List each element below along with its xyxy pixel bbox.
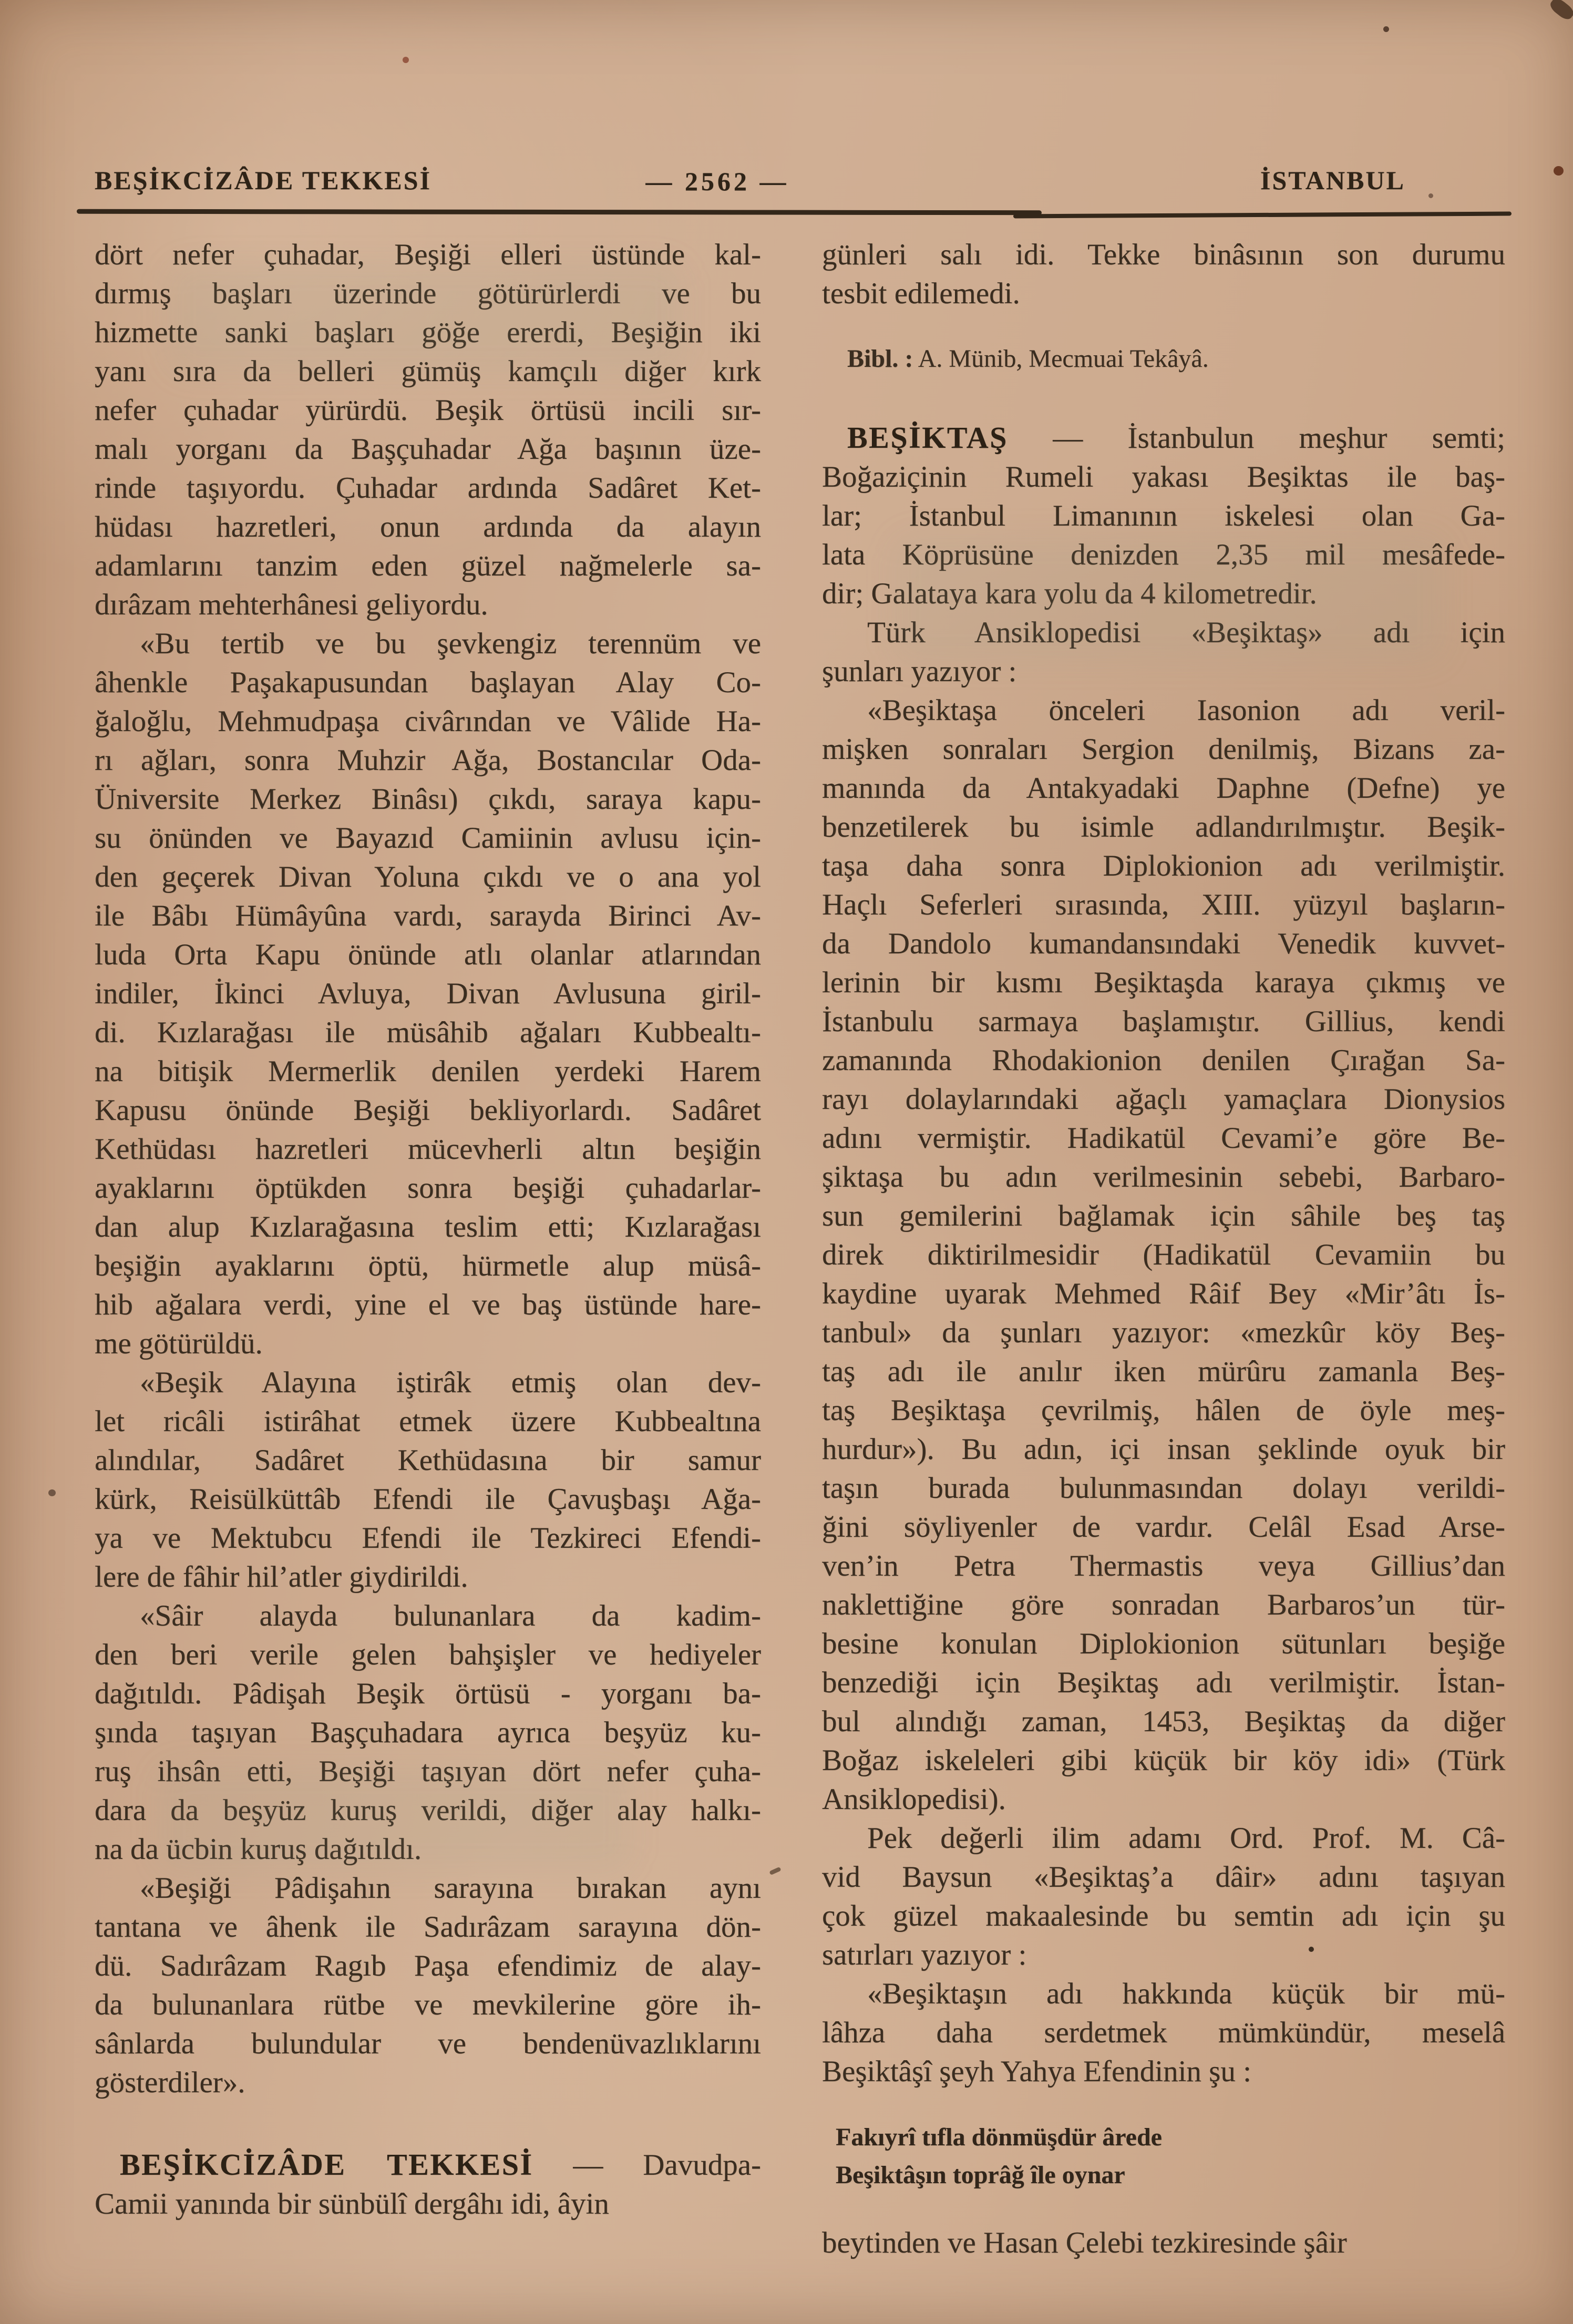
text-line: BEŞİKTAŞ — İstanbulun meşhur semti; bbox=[847, 420, 1505, 455]
text-line: dir; Galataya kara yolu da 4 kilometredir. bbox=[822, 577, 1317, 610]
text-line: Fakıyrî tıfla dönmüşdür ârede bbox=[836, 2123, 1162, 2151]
text-line: Boğaziçinin Rumeli yakası Beşiktas ile baş- bbox=[822, 460, 1505, 493]
body-paragraph bbox=[822, 691, 1505, 1819]
text-line: Bibl. : A. Münib, Mecmuai Tekâyâ. bbox=[847, 345, 1209, 373]
text-line: hib ağalara verdi, yine el ve baş üstünde hare- bbox=[95, 1288, 761, 1321]
divider-rule bbox=[77, 209, 1042, 215]
text-line: mişken sonraları Sergion denilmiş, Bizans za- bbox=[822, 733, 1505, 766]
text-line: «Sâir alayda bulunanlara da kadim- bbox=[140, 1599, 761, 1632]
text-line: besine konulan Diplokionion sütunları beşiğe bbox=[822, 1627, 1505, 1660]
running-head-place: İSTANBUL bbox=[1260, 166, 1405, 195]
text-line: Camii yanında bir sünbülî dergâhı idi, âyin bbox=[95, 2187, 609, 2220]
body-paragraph bbox=[822, 1819, 1505, 1975]
text-line: şiktaşa bu adın verilmesinin sebebi, Barbaro- bbox=[822, 1160, 1505, 1194]
entry-term: BEŞİKCİZÂDE TEKKESİ bbox=[120, 2147, 533, 2182]
text-line: Beşiktâşî şeyh Yahya Efendinin şu : bbox=[822, 2055, 1251, 2088]
text-line: dağıtıldı. Pâdişah Beşik örtüsü - yorganı ba- bbox=[95, 1677, 761, 1710]
text-line: alındılar, Sadâret Kethüdasına bir samur bbox=[95, 1444, 761, 1477]
text-line: yanı sıra da belleri gümüş kamçılı diğer kırk bbox=[95, 355, 761, 388]
text-line: let ricâli istirâhat etmek üzere Kubbealtına bbox=[95, 1405, 761, 1438]
text-line: Haçlı Seferleri sırasında, XIII. yüzyıl başların- bbox=[822, 888, 1505, 921]
text-line: «Beşiktaşa önceleri Iasonion adı veril- bbox=[867, 694, 1505, 727]
text-line: Pek değerli ilim adamı Ord. Prof. M. Câ- bbox=[867, 1822, 1505, 1855]
text-line: da Dandolo kumandansındaki Venedik kuvvet- bbox=[822, 927, 1505, 960]
entry-term: BEŞİKTAŞ bbox=[847, 420, 1008, 455]
paper-speck bbox=[403, 57, 409, 63]
text-line: adamlarını tanzim eden güzel nağmelerle sa- bbox=[95, 549, 761, 582]
body-paragraph bbox=[822, 2224, 1505, 2263]
text-line: Türk Ansiklopedisi «Beşiktaş» adı için bbox=[867, 616, 1505, 649]
text-line: dört nefer çuhadar, Beşiği elleri üstünde kal- bbox=[95, 238, 761, 271]
text-line: den geçerek Divan Yoluna çıkdı ve o ana yol bbox=[95, 860, 761, 893]
text-line: tesbit edilemedi. bbox=[822, 277, 1020, 310]
body-paragraph bbox=[822, 1975, 1505, 2091]
text-line: taşın burada bulunmasından dolayı verildi- bbox=[822, 1472, 1505, 1505]
body-paragraph bbox=[95, 1363, 761, 1597]
text-line: indiler, İkinci Avluya, Divan Avlusuna giril- bbox=[95, 977, 761, 1010]
text-line: lar; İstanbul Limanının iskelesi olan Ga- bbox=[822, 499, 1505, 532]
text-line: Kapusu önünde Beşiği bekliyorlardı. Sadâret bbox=[95, 1094, 761, 1127]
text-line: taş adı ile anılır iken mürûru zamanla Beş- bbox=[822, 1355, 1505, 1388]
text-line: İstanbulu sarmaya başlamıştır. Gillius, kendi bbox=[822, 1005, 1505, 1038]
text-line: lata Köprüsüne denizden 2,35 mil mesâfede- bbox=[822, 538, 1505, 571]
text-line: vid Baysun «Beşiktaş’a dâir» adını taşıyan bbox=[822, 1860, 1505, 1894]
column-left bbox=[95, 235, 761, 2263]
text-line: Beşiktâşın toprâğ île oynar bbox=[836, 2161, 1125, 2189]
text-line: da bulunanlara rütbe ve mevkilerine göre ih- bbox=[95, 1988, 761, 2021]
paper-speck bbox=[1428, 193, 1433, 198]
show-through-ghost bbox=[158, 1766, 631, 1871]
text-line: benzetilerek bu isimle adlandırılmıştır. Beşik- bbox=[822, 810, 1505, 844]
text-line: lerinin bir kısmı Beşiktaşda karaya çıkmış ve bbox=[822, 966, 1505, 999]
text-line: dü. Sadırâzam Ragıb Paşa efendimiz de alay- bbox=[95, 1949, 761, 1982]
text-line: bul alındığı zaman, 1453, Beşiktaş da diğer bbox=[822, 1705, 1505, 1738]
text-line: şunları yazıyor : bbox=[822, 655, 1017, 688]
text-line: Üniversite Merkez Binâsı) çıkdı, saraya kapu- bbox=[95, 783, 761, 816]
paper-speck bbox=[1554, 166, 1564, 176]
page-number: — 2562 — bbox=[645, 167, 789, 196]
text-line: benzediği için Beşiktaş adı verilmiştir. İstan- bbox=[822, 1666, 1505, 1699]
paper-speck bbox=[1309, 1947, 1314, 1952]
text-line: ayaklarını öptükden sonra beşiği çuhadarlar- bbox=[95, 1171, 761, 1205]
text-line: dan alup Kızlarağasına teslim etti; Kızlarağası bbox=[95, 1210, 761, 1243]
text-line: luda Orta Kapu önünde atlı olanlar atlarından bbox=[95, 938, 761, 971]
show-through-ghost bbox=[893, 536, 1445, 662]
text-line: zamanında Rhodakionion denilen Çırağan Sa- bbox=[822, 1044, 1505, 1077]
text-line: «Beşik Alayına iştirâk etmiş olan dev- bbox=[140, 1366, 761, 1399]
text-line: Boğaz iskeleleri gibi küçük bir köy idi» (Türk bbox=[822, 1744, 1505, 1777]
text-line: ile Bâbı Hümâyûna vardı, sarayda Birinci Av- bbox=[95, 899, 761, 932]
text-line: ğaloğlu, Mehmudpaşa civârından ve Vâlide Ha- bbox=[95, 705, 761, 738]
show-through-ghost bbox=[168, 263, 683, 373]
text-line: kürk, Reisülküttâb Efendi ile Çavuşbaşı Ağa- bbox=[95, 1483, 761, 1516]
entry-paragraph bbox=[95, 2145, 761, 2224]
text-line: di. Kızlarağası ile müsâhib ağaları Kubbealtı- bbox=[95, 1016, 761, 1049]
text-line: taş Beşiktaşa çevrilmiş, hâlen de öyle meş- bbox=[822, 1394, 1505, 1427]
divider-rule-right bbox=[1013, 212, 1512, 219]
text-line: gösterdiler». bbox=[95, 2066, 245, 2099]
paper-speck bbox=[48, 1489, 56, 1496]
text-line: ya ve Mektubcu Efendi ile Tezkireci Efendi- bbox=[95, 1521, 761, 1555]
text-line: dırmış başları üzerinde götürürlerdi ve bu bbox=[95, 277, 761, 310]
text-line: lere de fâhir hil’atler giydirildi. bbox=[95, 1560, 468, 1593]
text-line: lâhza daha serdetmek mümkündür, meselâ bbox=[822, 2016, 1505, 2049]
text-line: su önünden ve Bayazıd Camiinin avlusu için- bbox=[95, 821, 761, 855]
text-line: manında da Antakyadaki Daphne (Defne) ye bbox=[822, 772, 1505, 805]
text-line: rinde taşıyordu. Çuhadar ardında Sadâret Ket- bbox=[95, 471, 761, 505]
text-line: sânlarda bulundular ve bendenüvazlıklarını bbox=[95, 2027, 761, 2060]
text-line: şında taşıyan Başçuhadara ayrıca beşyüz ku- bbox=[95, 1716, 761, 1749]
text-line: «Beşiktaşın adı hakkında küçük bir mü- bbox=[867, 1977, 1505, 2010]
text-line: çok güzel makaalesinde bu semtin adı için şu bbox=[822, 1899, 1505, 1932]
text-line: dırâzam mehterhânesi geliyordu. bbox=[95, 588, 488, 621]
running-head-entry: BEŞİKCİZÂDE TEKKESİ bbox=[95, 166, 432, 195]
body-paragraph bbox=[95, 624, 761, 1363]
text-line: ğini söyliyenler de vardır. Celâl Esad Arse- bbox=[822, 1510, 1505, 1544]
text-line: âhenkle Paşakapusundan başlayan Alay Co- bbox=[95, 666, 761, 699]
text-line: nefer çuhadar yürürdü. Beşik örtüsü incili sır- bbox=[95, 394, 761, 427]
text-line: Ansiklopedisi). bbox=[822, 1783, 1006, 1816]
text-line: hizmette sanki başları göğe ererdi, Beşiğin iki bbox=[95, 316, 761, 349]
text-line: rı ağları, sonra Muhzir Ağa, Bostancılar Oda- bbox=[95, 744, 761, 777]
text-line: adını vermiştir. Hadikatül Cevami’e göre Be- bbox=[822, 1122, 1505, 1155]
text-line: beşiğin ayaklarını öptü, hürmetle alup müsâ- bbox=[95, 1249, 761, 1282]
text-line: dara da beşyüz kuruş verildi, diğer alay halkı- bbox=[95, 1794, 761, 1827]
text-line: malı yorganı da Başçuhadar Ağa başının üze- bbox=[95, 433, 761, 466]
text-line: naklettiğine göre sonradan Barbaros’un tür- bbox=[822, 1588, 1505, 1621]
text-line: kaydine uyarak Mehmed Râif Bey «Mir’âtı İs- bbox=[822, 1277, 1505, 1310]
paper-speck bbox=[1383, 26, 1389, 32]
text-line: BEŞİKCİZÂDE TEKKESİ — Davudpa- bbox=[120, 2147, 761, 2182]
text-line: taşa daha sonra Diplokionion adı verilmiştir. bbox=[822, 849, 1505, 882]
entry-term: Bibl. : bbox=[847, 345, 913, 373]
text-line: na bitişik Mermerlik denilen yerdeki Harem bbox=[95, 1055, 761, 1088]
text-line: satırları yazıyor : bbox=[822, 1938, 1027, 1971]
text-line: hüdası hazretleri, onun ardında da alayın bbox=[95, 510, 761, 543]
text-line: ven’in Petra Thermastis veya Gillius’dan bbox=[822, 1549, 1505, 1582]
text-line: me götürüldü. bbox=[95, 1327, 263, 1360]
ink-blot bbox=[1548, 0, 1573, 22]
text-line: rayı dolaylarındaki ağaçlı yamaçlara Dionysios bbox=[822, 1083, 1505, 1116]
bibliography-note bbox=[847, 343, 1505, 375]
text-line: tantana ve âhenk ile Sadırâzam sarayına dön- bbox=[95, 1910, 761, 1943]
text-line: günleri salı idi. Tekke binâsının son durumu bbox=[822, 238, 1505, 271]
text-line: «Bu tertib ve bu şevkengiz terennüm ve bbox=[140, 627, 761, 660]
text-line: «Beşiği Pâdişahın sarayına bırakan aynı bbox=[140, 1871, 761, 1905]
text-line: direk diktirilmesidir (Hadikatül Cevamiin bu bbox=[822, 1238, 1505, 1271]
text-line: den beri verile gelen bahşişler ve hediyeler bbox=[95, 1638, 761, 1671]
text-line: na da ücbin kuruş dağıtıldı. bbox=[95, 1833, 422, 1866]
body-paragraph bbox=[95, 1869, 761, 2102]
text-line: beytinden ve Hasan Çelebi tezkiresinde şâir bbox=[822, 2226, 1347, 2259]
body-paragraph bbox=[822, 235, 1505, 313]
text-line: hurdur»). Bu adın, içi insan şeklinde oyuk bir bbox=[822, 1433, 1505, 1466]
verse-couplet bbox=[836, 2119, 1505, 2194]
text-line: ruş ihsân etti, Beşiği taşıyan dört nefer çuha- bbox=[95, 1755, 761, 1788]
text-line: sun gemilerini bağlamak için sâhile beş taş bbox=[822, 1199, 1505, 1232]
text-line: tanbul» da şunları yazıyor: «mezkûr köy Beş- bbox=[822, 1316, 1505, 1349]
text-line: Kethüdası hazretleri mücevherli altın beşiğin bbox=[95, 1133, 761, 1166]
